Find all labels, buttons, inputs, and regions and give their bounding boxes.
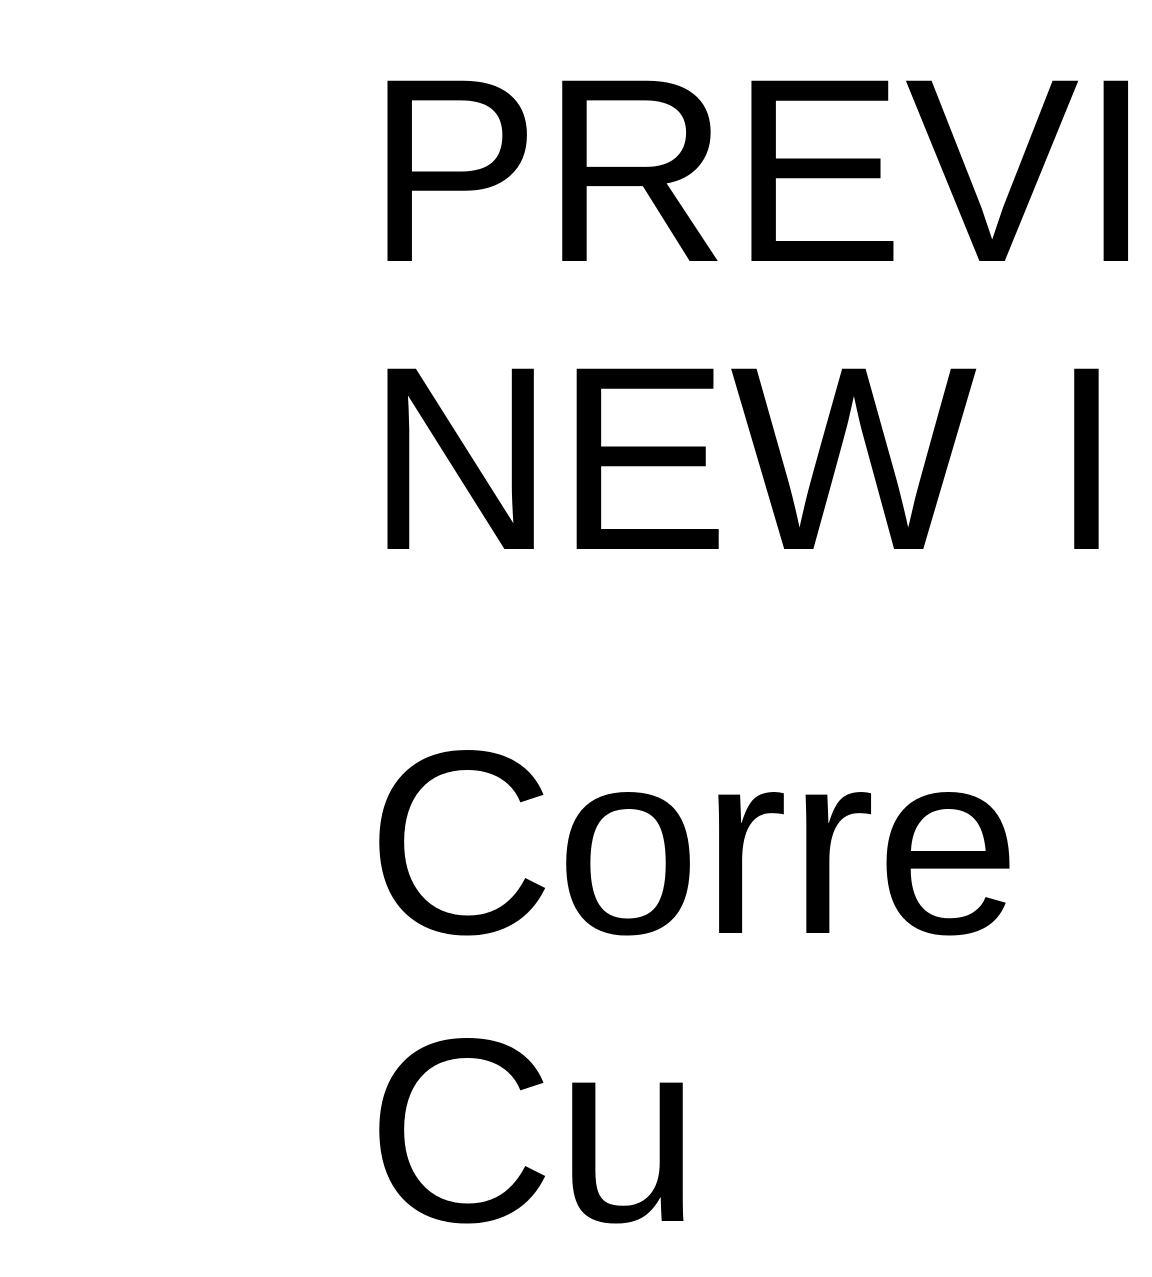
zoomed-text-line-2: NEW I bbox=[366, 312, 1123, 605]
zoomed-text-line-3: Corre bbox=[366, 696, 1022, 989]
zoomed-text-line-4: Cu bbox=[366, 984, 701, 1277]
zoomed-text-line-1: PREVI bbox=[366, 24, 1152, 317]
